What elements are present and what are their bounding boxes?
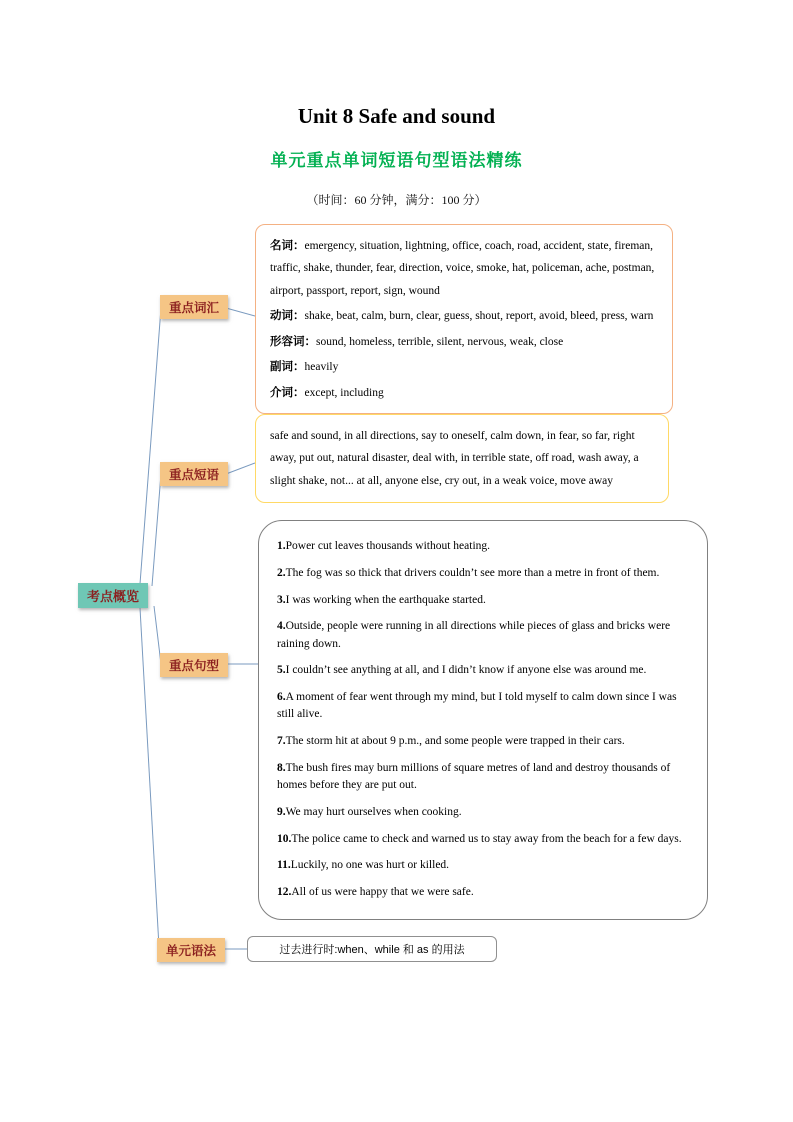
mindmap-root-node: 考点概览: [78, 583, 148, 608]
connector-line: [226, 308, 255, 316]
vocab-line-adverbs: [270, 356, 658, 378]
sentence-item: [277, 857, 689, 874]
vocab-category-label: 副词：: [270, 361, 305, 374]
grammar-text: 过去进行时:when、while 和 as 的用法: [279, 944, 465, 956]
vocab-words: shake, beat, calm, burn, clear, guess, shout, report, avoid, bleed, press, warn: [304, 310, 654, 323]
sentence-number: 7.: [277, 735, 286, 747]
sentence-number: 4.: [277, 620, 286, 633]
vocabulary-panel: [255, 224, 673, 414]
vocab-line-adjectives: [270, 331, 658, 353]
sentence-number: 1.: [277, 540, 286, 552]
vocab-words: emergency, situation, lightning, office, coach, road, accident, state, fireman, traffic, shake, thunder, fear, direction, voice, smoke, hat, policeman, ache, postman, airport, passport, report, sign, wound: [270, 240, 655, 297]
sentence-text: Outside, people were running in all directions while pieces of glass and bricks were raining down.: [277, 620, 671, 650]
sentence-item: [277, 760, 689, 795]
sentence-text: Power cut leaves thousands without heating.: [285, 540, 491, 552]
exam-meta: （时间：60 分钟，满分：100 分）: [306, 193, 487, 207]
phrases-text: safe and sound, in all directions, say to oneself, calm down, in fear, so far, right away, put out, natural disaster, deal with, in terrible state, off road, wash away, a slight shake, not... at all, anyone else, cry out, in a weak voice, move away: [270, 430, 639, 487]
vocab-category-label: 介词：: [270, 386, 305, 399]
branch-label-sentences: 重点句型: [160, 653, 228, 677]
page-title: Unit 8 Safe and sound: [297, 104, 496, 128]
vocab-words: except, including: [304, 386, 384, 399]
page-subtitle: 单元重点单词短语句型语法精练: [270, 151, 523, 170]
vocab-words: heavily: [304, 361, 339, 374]
sentence-number: 5.: [277, 664, 286, 677]
vocab-category-label: 形容词：: [270, 335, 316, 348]
sentence-number: 2.: [277, 566, 286, 579]
sentence-text: A moment of fear went through my mind, but I told myself to calm down since I was still alive.: [277, 691, 677, 721]
sentence-text: I couldn’t see anything at all, and I didn’t know if anyone else was around me.: [285, 664, 647, 677]
sentences-panel: [258, 520, 708, 920]
sentence-number: 12.: [277, 886, 292, 898]
connector-line: [226, 463, 255, 474]
connector-line: [152, 474, 161, 586]
sentence-item: [277, 662, 689, 679]
sentence-item: [277, 538, 689, 555]
sentence-item: [277, 884, 689, 901]
sentence-item: [277, 565, 689, 582]
vocab-category-label: 名词：: [270, 240, 305, 252]
sentence-text: Luckily, no one was hurt or killed.: [290, 859, 450, 872]
sentence-number: 11.: [277, 859, 291, 872]
grammar-panel: [247, 936, 497, 962]
branch-label-grammar: 单元语法: [157, 938, 225, 962]
connector-line: [140, 608, 159, 947]
vocab-category-label: 动词：: [270, 310, 305, 323]
vocab-line-nouns: [270, 235, 658, 302]
sentence-item: [277, 733, 689, 750]
sentence-text: I was working when the earthquake started.: [285, 593, 486, 606]
vocab-line-prepositions: [270, 382, 658, 404]
vocab-words: sound, homeless, terrible, silent, nervous, weak, close: [316, 335, 564, 348]
sentence-item: [277, 831, 689, 848]
phrases-panel: [255, 414, 669, 503]
sentence-text: All of us were happy that we were safe.: [291, 886, 474, 898]
sentence-text: The bush fires may burn millions of square metres of land and destroy thousands of homes before they are put out.: [277, 761, 671, 791]
sentence-item: [277, 689, 689, 724]
sentence-item: [277, 618, 689, 653]
sentence-number: 6.: [277, 691, 286, 703]
vocab-line-verbs: [270, 305, 658, 327]
sentence-text: We may hurt ourselves when cooking.: [285, 805, 462, 818]
sentence-text: The police came to check and warned us to stay away from the beach for a few days.: [291, 832, 682, 845]
sentence-number: 9.: [277, 805, 286, 818]
sentence-number: 10.: [277, 832, 292, 845]
sentence-text: The storm hit at about 9 p.m., and some people were trapped in their cars.: [285, 735, 625, 747]
sentence-number: 3.: [277, 593, 286, 606]
sentence-item: [277, 592, 689, 609]
connector-line: [140, 308, 161, 584]
sentence-item: [277, 804, 689, 821]
sentence-text: The fog was so thick that drivers couldn’t see more than a metre in front of them.: [285, 566, 660, 579]
sentence-number: 8.: [277, 761, 286, 774]
branch-label-vocabulary: 重点词汇: [160, 295, 228, 319]
branch-label-phrases: 重点短语: [160, 462, 228, 486]
